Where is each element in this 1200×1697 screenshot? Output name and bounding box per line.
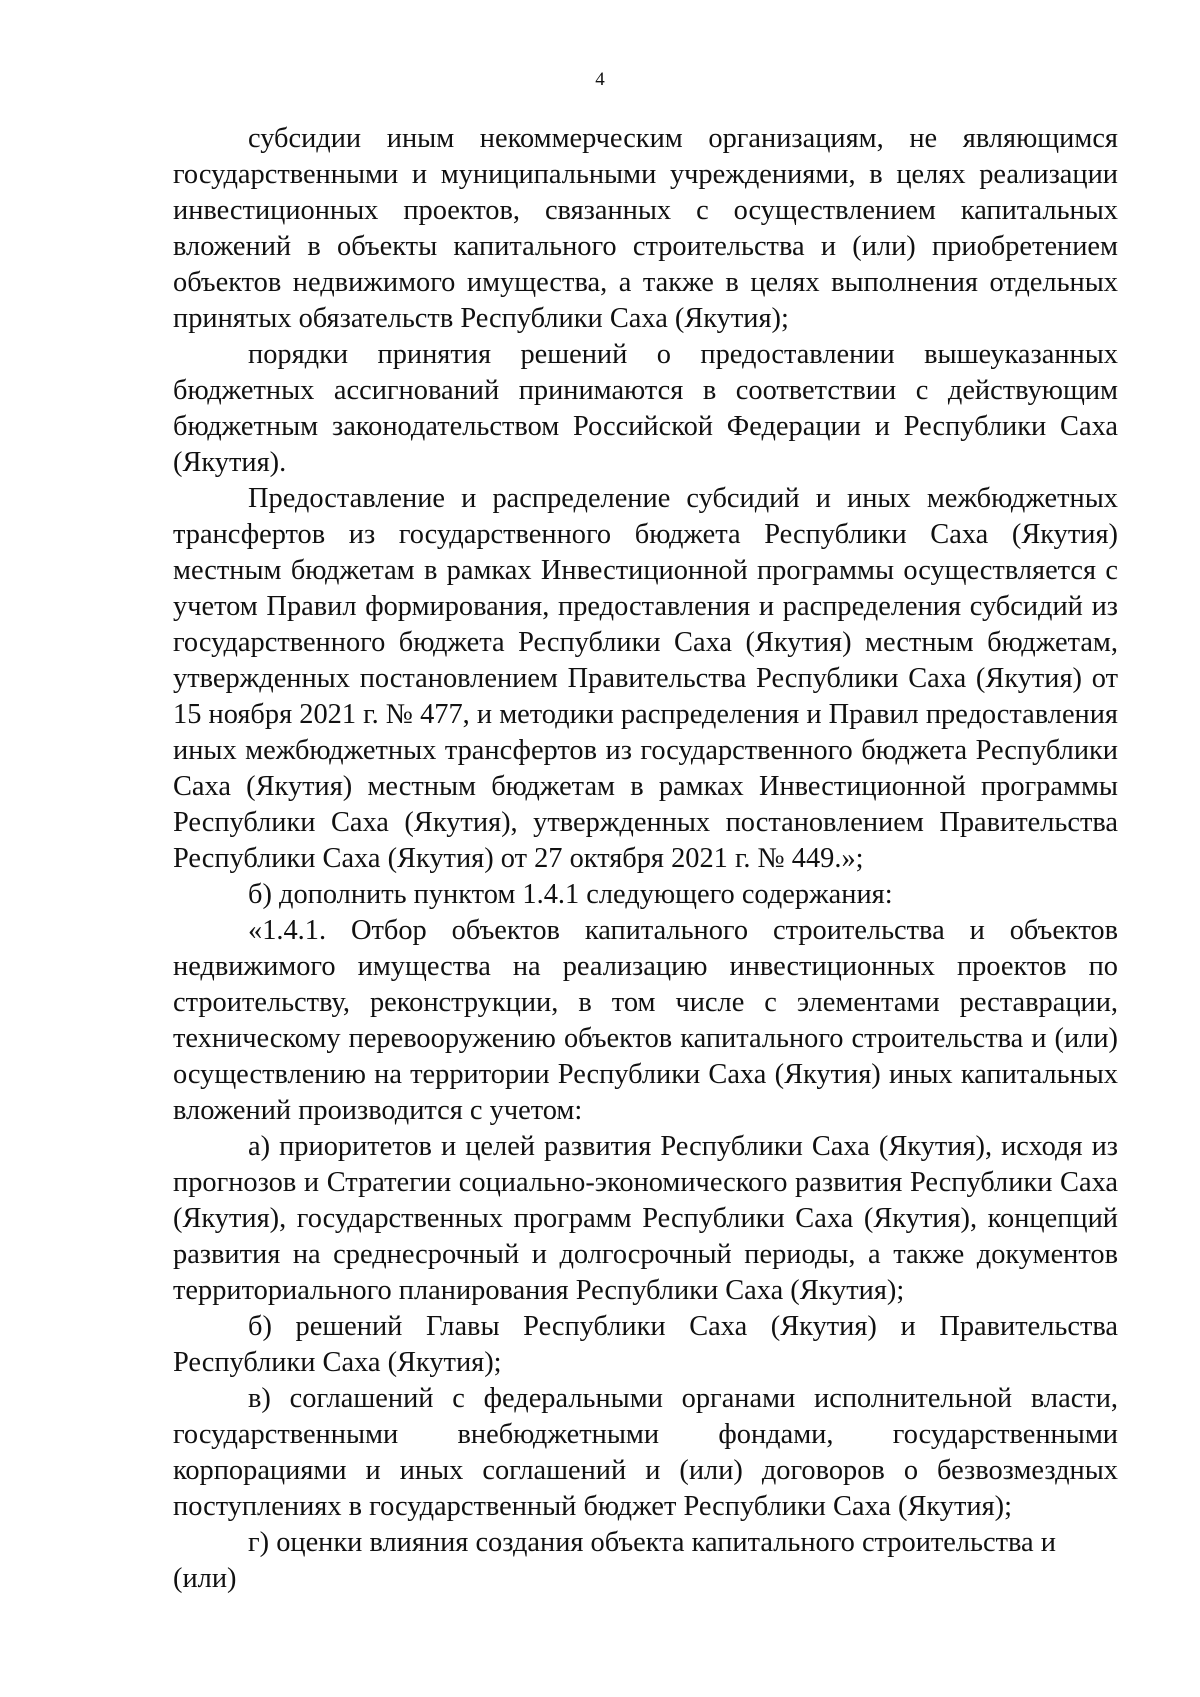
paragraph-amendment-b: б) дополнить пунктом 1.4.1 следующего содержания: (248, 879, 893, 910)
paragraph-item-a: а) приоритетов и целей развития Республики Саха (Якутия), исходя из прогнозов и Стратегии социально-экономического развития Республики Саха (Якутия), государственных программ Республики Саха (Якутия), концепций развития на среднесрочный и долгосрочный периоды, а также документов территориального планирования Республики Саха (Якутия); (173, 1131, 1118, 1306)
paragraph-subsidies-nko: субсидии иным некоммерческим организациям, не являющимся государственными и муниципальными учреждениями, в целях реализации инвестиционных проектов, связанных с осуществлением капитальных вложений в объекты капитального строительства и (или) приобретением объектов недвижимого имущества, а также в целях выполнения отдельных принятых обязательств Республики Саха (Якутия); (173, 123, 1118, 334)
paragraph-item-b: б) решений Главы Республики Саха (Якутия) и Правительства Республики Саха (Якутия); (173, 1311, 1118, 1378)
paragraph-selection-criteria: «1.4.1. Отбор объектов капитального строительства и объектов недвижимого имущества на реализацию инвестиционных проектов по строительству, реконструкции, в том числе с элементами реставрации, техническому перевооружению объектов капитального строительства и (или) осуществлению на территории Республики Саха (Якутия) иных капитальных вложений производится с учетом: (173, 915, 1118, 1126)
paragraph-decision-procedures: порядки принятия решений о предоставлении вышеуказанных бюджетных ассигнований принимаются в соответствии с действующим бюджетным законодательством Российской Федерации и Республики Саха (Якутия). (173, 339, 1118, 478)
paragraph-interbudget-transfers: Предоставление и распределение субсидий и иных межбюджетных трансфертов из государственного бюджета Республики Саха (Якутия) местным бюджетам в рамках Инвестиционной программы осуществляется с учетом Правил формирования, предоставления и распределения субсидий из государственного бюджета Республики Саха (Якутия) местным бюджетам, утвержденных постановлением Правительства Республики Саха (Якутия) от 15 ноября 2021 г. № 477, и методики распределения и Правил предоставления иных межбюджетных трансфертов из государственного бюджета Республики Саха (Якутия) местным бюджетам в рамках Инвестиционной программы Республики Саха (Якутия), утвержденных постановлением Правительства Республики Саха (Якутия) от 27 октября 2021 г. № 449.»; (173, 483, 1118, 874)
paragraph-item-v: в) соглашений с федеральными органами исполнительной власти, государственными внебюджетными фондами, государственными корпорациями и иных соглашений и (или) договоров о безвозмездных поступлениях в государственный бюджет Республики Саха (Якутия); (173, 1383, 1118, 1522)
page-number: 4 (595, 69, 605, 90)
document-body (173, 121, 1118, 1597)
paragraph-item-g: г) оценки влияния создания объекта капитального строительства и (или) (173, 1527, 1056, 1594)
